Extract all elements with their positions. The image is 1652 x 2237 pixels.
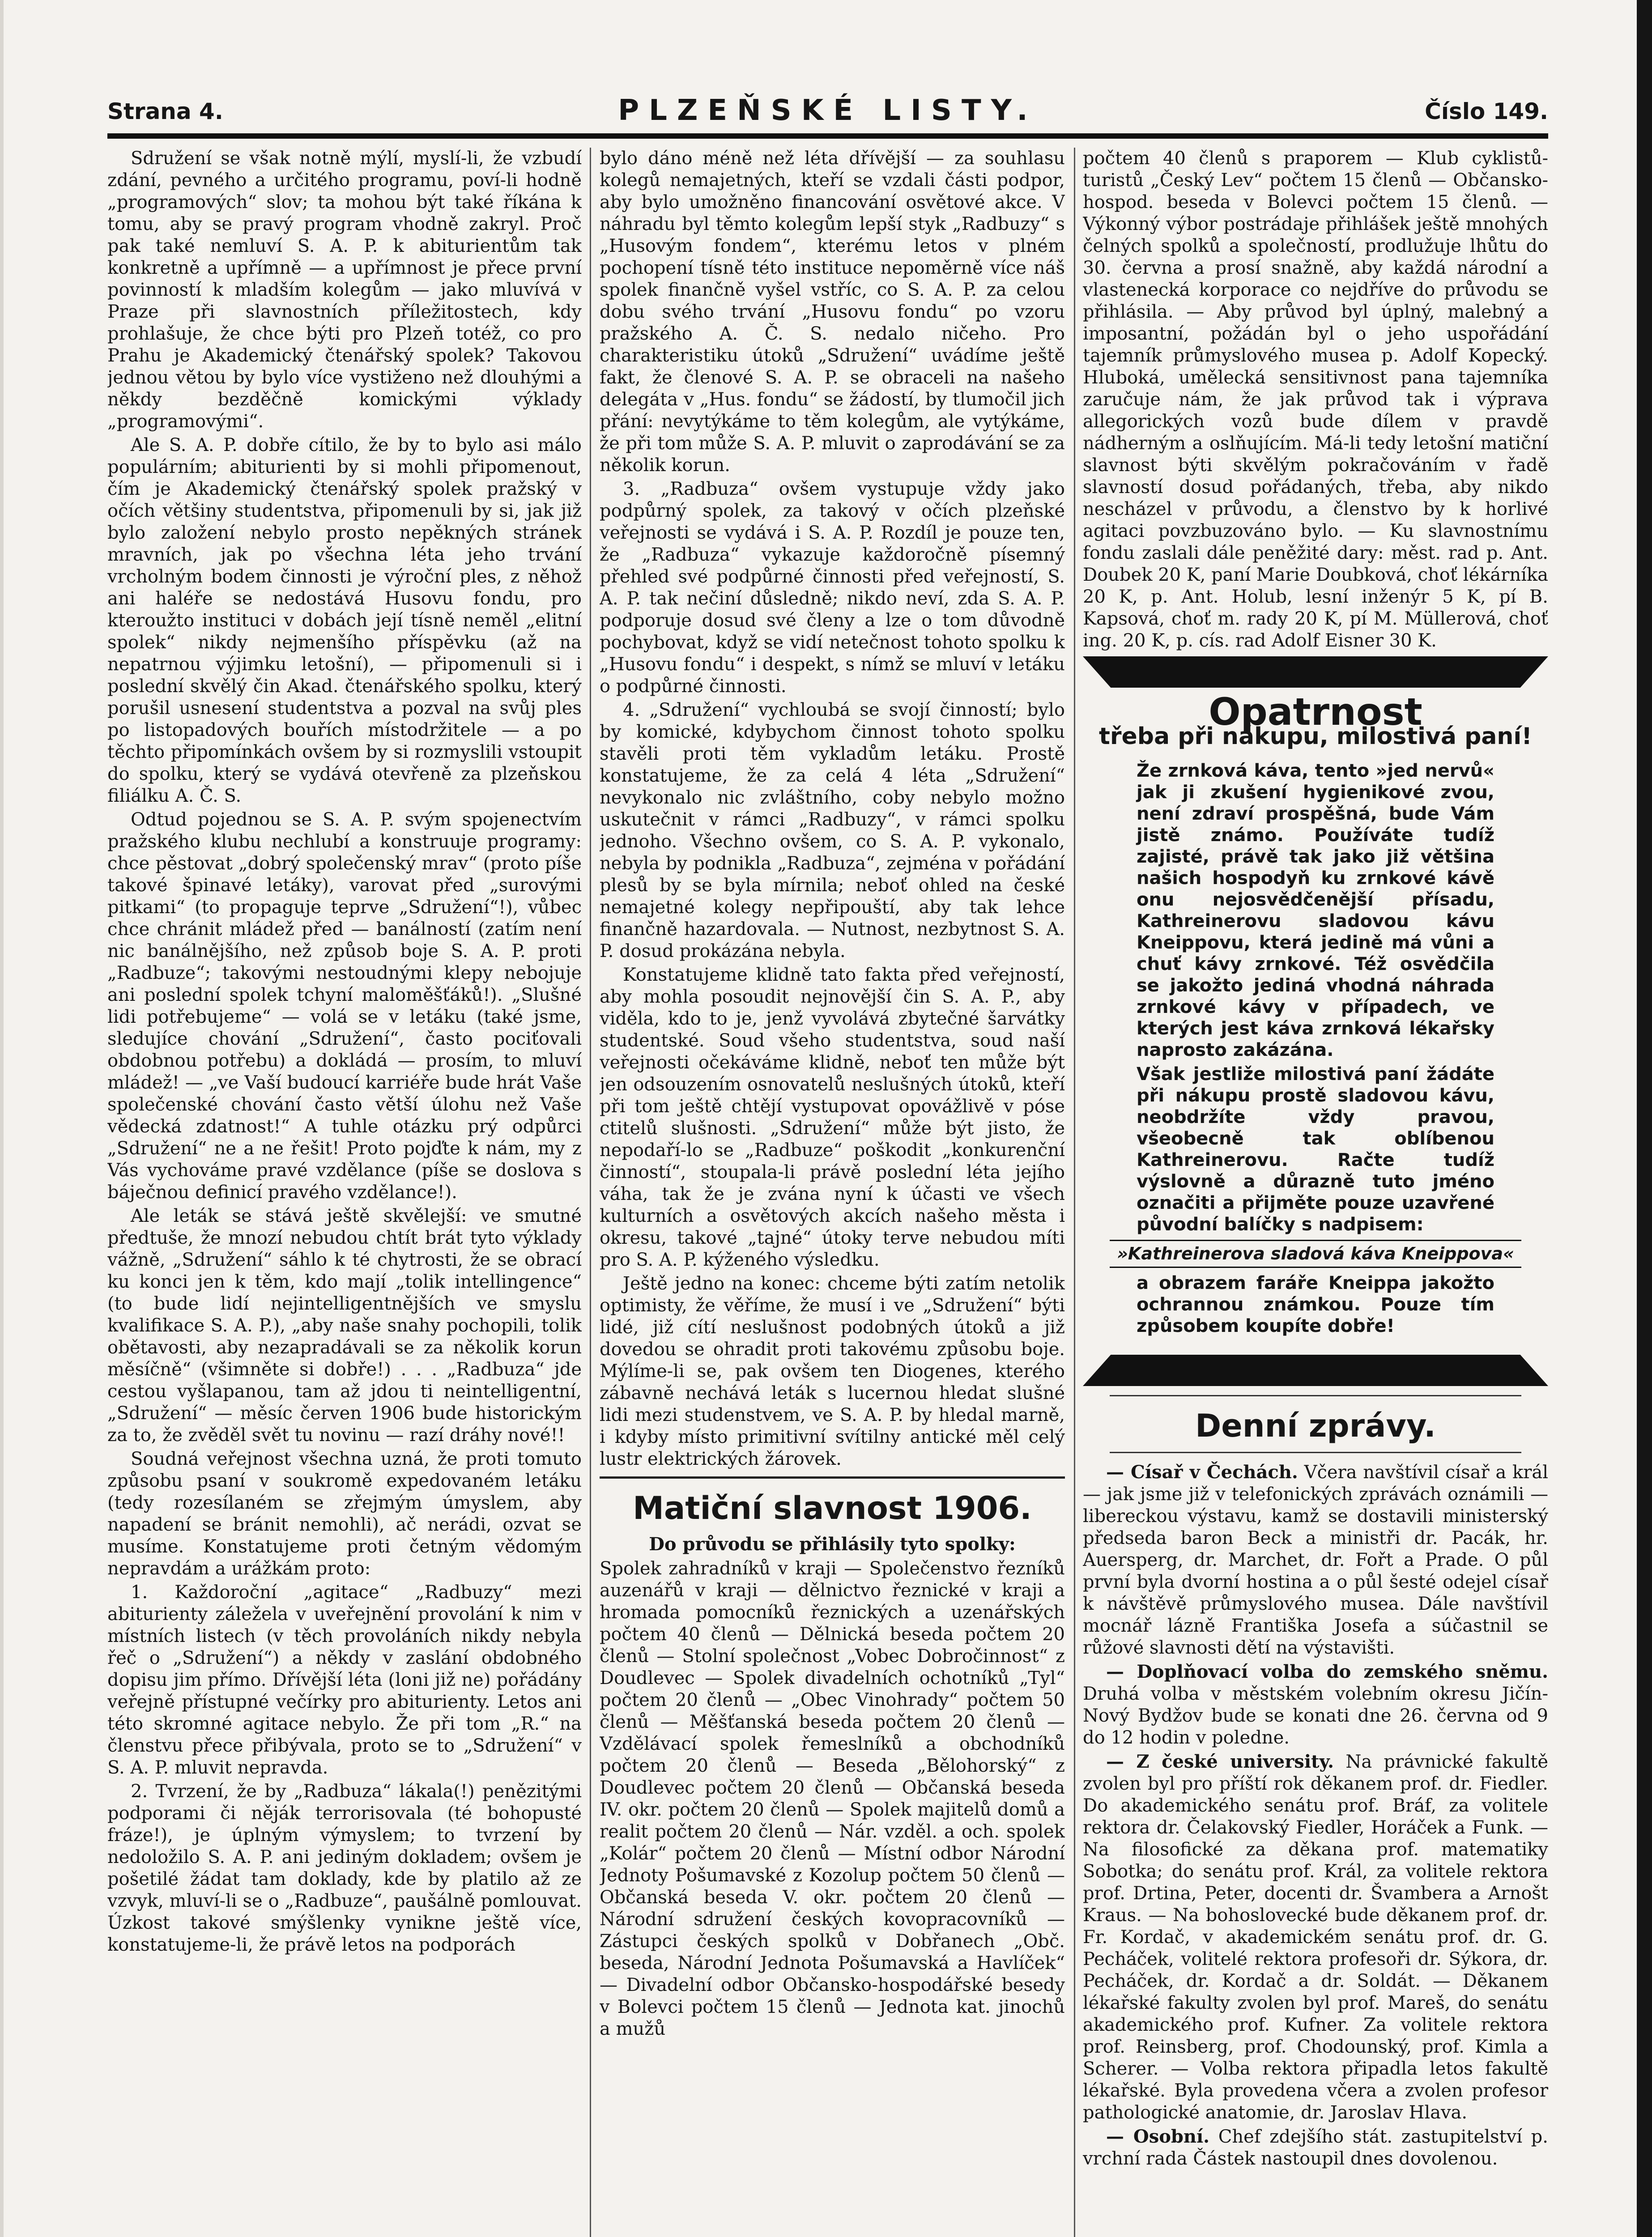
masthead-title: PLZEŇSKÉ LISTY.: [618, 94, 1038, 127]
article-paragraph: bylo dáno méně než léta dřívější — za souhlasu kolegů nemajetných, kteří se vzdali části podpor, aby bylo umožněno financování osvětové akce. V náhradu byl těmto kolegům lepší styk „Radbuzy“ s „Husovým fondem“, kterému letos v plném pochopení tísně této instituce nepoměrně více náš spolek finančně vyšel vstříc, co S. A. P. za celou dobu svého trvání „Husovu fondu“ po vzoru pražského A. Č. S. nedalo ničeho. Pro charakteristiku útoků „Sdružení“ uvádíme ještě fakt, že členové S. A. P. se obraceli na našeho delegáta v „Hus. fondu“ se žádostí, by tlumočil jich přání: nevytýkáme to těm kolegům, ale vytýkáme, že při tom může S. A. P. mluvit o zaprodávání se za několik korun.: [600, 148, 1065, 476]
matice-text: Spolek zahradníků v kraji — Společenstvo řezníků auzenářů v kraji — dělnictvo řeznické v kraji a hromada pomocníků řeznických a uzenářských počtem 40 členů — Dělnická beseda počtem 20 členů — Stolní společnost „Vobec Dobročinnost“ z Doudlevec — Spolek divadelních ochotníků „Tyl“ počtem 20 členů — „Obec Vinohrady“ počtem 50 členů — Měšťanská beseda počtem 20 členů — Vzdělávací spolek řemeslníků a obchodníků počtem 20 členů — Beseda „Bělohorský“ z Doudlevec počtem 20 členů — Občanská beseda IV. okr. počtem 20 členů — Spolek majitelů domů a realit počtem 20 členů — Nár. vzděl. a och. spolek „Kolár“ počtem 20 členů — Místní odbor Národní Jednoty Pošumavské z Kozolup počtem 50 členů — Občanská beseda V. okr. počtem 20 členů — Národní sdružení českých kovopracovníků — Zástupci českých spolků v Dobřanech „Obč. beseda, Národní Jednota Pošumavská a Havlíček“ — Divadelní odbor Občansko-hospodářské besedy v Bolevci počtem 15 členů — Jednota kat. jinochů a mužů: [600, 1558, 1065, 2039]
news-item: [1083, 2126, 1548, 2170]
header-rule: [107, 133, 1548, 139]
ad-paragraph: Však jestliže milostivá paní žádáte při nákupu prostě sladovou kávu, neobdržíte vždy pravou, všeobecně tak oblíbenou Kathreinerovu. Račte tudíž výslovně a důrazně tuto jméno označiti a přijměte pouze uzavřené původní balíčky s nadpisem:: [1137, 1064, 1494, 1235]
ad-brand-name: »Kathreinerova sladová káva Kneippova«: [1110, 1240, 1521, 1268]
news-item-lead: — Doplňovací volba do zemského sněmu.: [1106, 1661, 1548, 1682]
news-item: [1083, 1751, 1548, 2124]
article-paragraph: 4. „Sdružení“ vychloubá se svojí činností; bylo by komické, kdybychom činnost tohoto spolku stavěli proti těm vykladům letáku. Prostě konstatujeme, že za celá 4 léta „Sdružení“ nevykonalo nic zvláštního, coby nebylo možno uskutečnit v rámci „Radbuzy“, v rámci spolku jednoho. Všechno ovšem, co S. A. P. vykonalo, nebyla by podnikla „Radbuza“, zejména v pořádání plesů by se byla mírnila; neboť ohled na české nemajetné kolegy nepřipouští, aby tak lehce finančně hazardovala. — Nutnost, nezbytnost S. A. P. dosud prokázána nebyla.: [600, 700, 1065, 961]
news-heading: Denní zprávy.: [1195, 1408, 1436, 1444]
ad-title: Opatrnost: [1209, 690, 1422, 734]
news-item-text: Druhá volba v městském volebním okresu Jičín-Nový Bydžov bude se konati dne 26. června od 9 do 12 hodin v poledne.: [1083, 1684, 1548, 1748]
section-divider: [1110, 1395, 1521, 1396]
news-item-lead: — Z české university.: [1106, 1751, 1334, 1772]
article-paragraph: 3. „Radbuza“ ovšem vystupuje vždy jako podpůrný spolek, za takový v očích plzeňské veřejnosti se vydává i S. A. P. Rozdíl je pouze ten, že „Radbuza“ vykazuje každoročně písemný přehled své podpůrné činnosti před veřejností, S. A. P. tak nečiní důsledně; nikdo neví, zda S. A. P. podporuje dosud své členy a lze o tom důvodně pochybovat, když se vidí netečnost tohoto spolku k „Husovu fondu“ i despekt, s nímž se mluví v letáku o podpůrné činnosti.: [600, 479, 1065, 697]
ad-paragraph: a obrazem faráře Kneippa jakožto ochrannou známkou. Pouze tím způsobem koupíte dobře!: [1137, 1273, 1494, 1336]
news-item-lead: — Císař v Čechách.: [1106, 1462, 1298, 1483]
news-item-text: Včera navštívil císař a král — jak jsme již v telefonických zprávách oznámili — libereckou výstavu, kamž se dostavili ministerský předseda baron Beck a ministři dr. Pacák, hr. Auersperg, dr. Marchet, dr. Fořt a Prade. O půl první byla dvorní hostina a o půl šesté odejel císař k návštěvě průmyslového musea. Dále navštívil mocnář lázně Františka Josefa a súčastnil se růžové slavnosti dětí na výstavišti.: [1083, 1462, 1548, 1658]
article-paragraph: Soudná veřejnost všechna uzná, že proti tomuto způsobu psaní v soukromě expedovaném letáku (tedy rozesílaném se zřejmým úmyslem, aby napadení se bránit nemohli), ač nerádi, ozvat se musíme. Konstatujeme proti četným vědomým nepravdám a urážkám proto:: [107, 1449, 582, 1579]
news-item: [1083, 1461, 1548, 1659]
scan-edge-right: [1637, 0, 1652, 2237]
ad-body-end: [1137, 1272, 1494, 1337]
ad-subtitle: třeba při nákupu, milostivá paní!: [1099, 723, 1532, 750]
matice-subheading: Do průvodu se přihlásily tyto spolky:: [649, 1534, 1016, 1555]
ad-border-bottom: [1083, 1355, 1548, 1386]
section-divider: [1110, 1452, 1521, 1453]
column-2: [600, 148, 1065, 2237]
matice-heading: Matiční slavnost 1906.: [633, 1490, 1032, 1527]
news-item-text: Chef zdejšího stát. zastupitelství p. vrchní rada Částek nastoupil dnes dovolenou.: [1083, 2126, 1548, 2169]
page-number: Strana 4.: [107, 98, 223, 124]
article-paragraph: Ale leták se stává ještě skvělejší: ve smutné předtuše, že mnozí nebudou chtít brát tyto výklady vážně, „Sdružení“ sáhlo k té chytrosti, že se obrací ku konci jen k těm, kdo mají „tolik intellingence“ (to bude lidí nejintelligentnějších ve smyslu kvalifikace S. A. P.), „aby naše snahy pochopili, tolik obětavosti, aby nezapradávali se za několik korun měsíčně“ (všimněte si dobře!) . . . „Radbuza“ jde cestou vyšlapanou, tam až jdou ti neintelligentní, „Sdružení“ — měsíc červen 1906 bude historickým za to, že zvěděl svět tu novinu — razí dráhy nové!!: [107, 1206, 582, 1446]
advertisement-kathreiner: [1083, 656, 1548, 1386]
news-item: [1083, 1661, 1548, 1749]
article-paragraph: Ale S. A. P. dobře cítilo, že by to bylo asi málo populárním; abiturienti by si mohli připomenout, čím je Akademický čtenářský spolek pražský v očích většiny studentstva, připomenuli by si, jak již bylo založení nebylo prosto nepěkných stránek mravních, jak po všechna léta jeho trvání vrcholným bodem činnosti je výroční ples, z něhož ani haléře se nedostává Husovu fondu, pro kteroužto instituci v dobách její tísně neměl „elitní spolek“ nikdy nejmenšího příspěvku (až na nepatrnou výjimku letošní), — připomenuli si i poslední skvělý čin Akad. čtenářského spolku, který porušil usnesení studentstva a pozval na svůj ples po listopadových bouřích místodržitele — a po těchto připomínkách ovšem by si rozmyslili vstoupit do spolku, který se vydává otevřeně za plzeňskou filiálku A. Č. S.: [107, 435, 582, 806]
article-paragraph: 1. Každoroční „agitace“ „Radbuzy“ mezi abiturienty záležela v uveřejnění provolání k nim v místních listech (v těch provoláních nikdy nebyla řeč o „Sdružení“) a někdy v zaslání obdobného dopisu jim přímo. Dřívější léta (loni již ne) pořádány veřejně přístupné večírky pro abiturienty. Letos ani této skromné agitace nebylo. Že při tom „R.“ na členstvu přece přibývala, proto se to „Sdružení“ v S. A. P. mluvit nepravda.: [107, 1582, 582, 1778]
scan-edge-left: [0, 0, 4, 2237]
article-paragraph: Sdružení se však notně mýlí, myslí-li, že vzbudí zdání, pevného a určitého programu, poví-li hodně „programových“ slov; ta mohou být také říkána k tomu, aby se pravý program vhodně zakryl. Proč pak také nemluví S. A. P. k abiturientům tak konkretně a upřímně — a upřímnost je přece první povinností k mladším kolegům — jako mluvívá v Praze při slavnostních příležitostech, kdy prohlašuje, že chce býti pro Plzeň totéž, co pro Prahu je Akademický čtenářský spolek? Takovou jednou větou by bylo více vystiženo než dlouhými a někdy bezděčně komickými výklady „programovými“.: [107, 148, 582, 432]
ad-paragraph: Že zrnková káva, tento »jed nervů« jak ji zkušení hygienikové zvou, není zdraví prospěšná, bude Vám jistě známo. Používáte tudíž zajisté, právě tak jako již většina našich hospodyň ku zrnkové kávě onu nejosvědčenější přísadu, Kathreinerovu sladovou kávu Kneippovu, která jedině má vůni a chuť kávy zrnkové. Též osvědčila se jakožto jediná vhodná náhrada zrnkové kávy v případech, ve kterých jest káva zrnková lékařsky naprosto zakázána.: [1137, 761, 1494, 1060]
article-paragraph: Odtud pojednou se S. A. P. svým spojenectvím pražského klubu nechlubí a konstruuje programy: chce pěstovat „dobrý společenský mrav“ (proto píše takové špinavé letáky), varovat před „surovými pitkami“ (to propaguje teprve „Sdružení“!), vůbec chce chránit mládež před — banálností (zatím není nic banálnějšího, než způsob boje S. A. P. proti „Radbuze“; takovými nestoudnými klepy nebojuje ani poslední spolek tchyní maloměšťáků!). „Slušné lidi potřebujeme“ — volá se v letáku (také jsme, sledujíce chování „Sdružení“, často pociťovali obdobnou potřebu) a dokládá — prosím, to mluví mládež! — „ve Vaší budoucí karriéře bude hrát Vaše společenské chování často větší úlohu než Vaše vědecká zdatnost!“ A tuhle otázku prý odpůrci „Sdružení“ ne a ne řešit! Proto pojďte k nám, my z Vás vychováme pravé vzdělance (píše se doslova s báječnou definicí pravého vzdělance!).: [107, 809, 582, 1203]
ad-body: [1137, 760, 1494, 1235]
column-divider: [590, 148, 591, 2237]
news-item-lead: — Osobní.: [1106, 2126, 1210, 2147]
section-divider: [600, 1476, 1065, 1479]
article-paragraph: Ještě jedno na konec: chceme býti zatím netolik optimisty, že věříme, že musí i ve „Sdružení“ býti lidé, již cítí neslušnost podobných útoků a již dovedou se ohradit proti takovému způsobu boje. Mýlíme-li se, pak ovšem ten Diogenes, kterého zábavně nechává leták s lucernou hledat slušné lidi mezi studenstvem, ve S. A. P. by hledal marně, i kdyby místo primitivní svítilny antické měl celý lustr elektrických žárovek.: [600, 1273, 1065, 1469]
column-1: [107, 148, 582, 2237]
column-divider: [1074, 148, 1075, 2237]
page-header: [107, 94, 1548, 134]
article-paragraph: Konstatujeme klidně tato fakta před veřejností, aby mohla posoudit nejnovější čin S. A. P., aby viděla, kdo to je, jenž vyvolává zbytečné šarvátky studentské. Soud všeho studentstva, soud naší veřejnosti očekáváme klidně, neboť ten může být jen odsouzením osnovatelů neslušných útoků, kteří při tom ještě chtějí vystupovat opovážlivě v póse ctitelů slušnosti. „Sdružení“ může být jisto, že nepodaří-lo se „Radbuze“ poškodit „konkurenční činností“, stoupala-li právě poslední léta jejího váha, tak že je zvána nyní k účasti ve všech kulturních a osvětových akcích našeho města i okresu, takové „tajné“ útoky terve nebudou míti pro S. A. P. kýženého výsledku.: [600, 965, 1065, 1270]
news-item-text: Na právnické fakultě zvolen byl pro příští rok děkanem prof. dr. Fiedler. Do akademického senátu prof. Bráf, za volitele rektora dr. Čelakovský Fiedler, Horáček a Funk. — Na filosofické za děkana prof. matematiky Sobotka; do senátu prof. Král, za volitele rektora prof. Drtina, Peter, docenti dr. Švambera a Arnošt Kraus. — Na bohoslovecké bude děkanem prof. dr. Fr. Kordač, v akademickém senátu prof. dr. G. Pecháček, volitelé rektora profesoři dr. Sýkora, dr. Pecháček, dr. Kordač a dr. Soldát. — Děkanem lékařské fakulty zvolen byl prof. Mareš, do senátu akademického prof. Kufner. Za volitele rektora prof. Reinsberg, prof. Chodounský, prof. Kimla a Scherer. — Volba rektora připadla letos fakultě lékařské. Byla provedena včera a zvolen profesor pathologické anatomie, dr. Jaroslav Hlava.: [1083, 1752, 1548, 2123]
article-paragraph: 2. Tvrzení, že by „Radbuza“ lákala(!) penězitými podporami či něják terrorisovala (té bohopusté fráze!), je úplným výmyslem; to tvrzení by nedoložilo S. A. P. ani jediným dokladem; ovšem je pošetilé žádat tam doklady, kde by platilo až ze vzvyk, mluví-li se o „Radbuze“, paušálně pomlouvat. Úzkost takové smýšlenky vynikne ještě více, konstatujeme-li, že právě letos na podporách: [107, 1781, 582, 1955]
column-3: [1083, 148, 1548, 2237]
matice-continuation: počtem 40 členů s praporem — Klub cyklistů-turistů „Český Lev“ počtem 15 členů — Občansko-hospod. beseda v Bolevci počtem 15 členů. — Výkonný výbor postrádaje přihlášek ještě mnohých čelných spolků a společností, prodlužuje lhůtu do 30. června a prosí snažně, aby každá národní a vlastenecká korporace co nejdříve do průvodu se přihlásila. — Aby průvod byl úplný, malebný a imposantní, požádán byl o jeho uspořádání tajemník průmyslového musea p. Adolf Kopecký. Hluboká, umělecká sensitivnost pana tajemníka zaručuje nám, že jak průvod tak i výprava allegorických vozů bude dílem v pravdě nádherným a oslňujícím. Má-li tedy letošní matiční slavnost býti skvělým pokračováním v řadě slavností dosud pořádaných, třeba, aby nikdo nescházel v průvodu, a členstvo by k horlivé agitaci povzbuzováno bylo. — Ku slavnostnímu fondu zaslali dále peněžité dary: měst. rad p. Ant. Doubek 20 K, paní Marie Doubková, choť lékárníka 20 K, p. Ant. Holub, lesní inženýr 5 K, pí B. Kapsová, choť m. rady 20 K, pí M. Müllerová, choť ing. 20 K, p. cís. rad Adolf Eisner 30 K.: [1083, 148, 1548, 651]
ad-border-top: [1083, 656, 1548, 688]
issue-number: Číslo 149.: [1425, 98, 1548, 124]
